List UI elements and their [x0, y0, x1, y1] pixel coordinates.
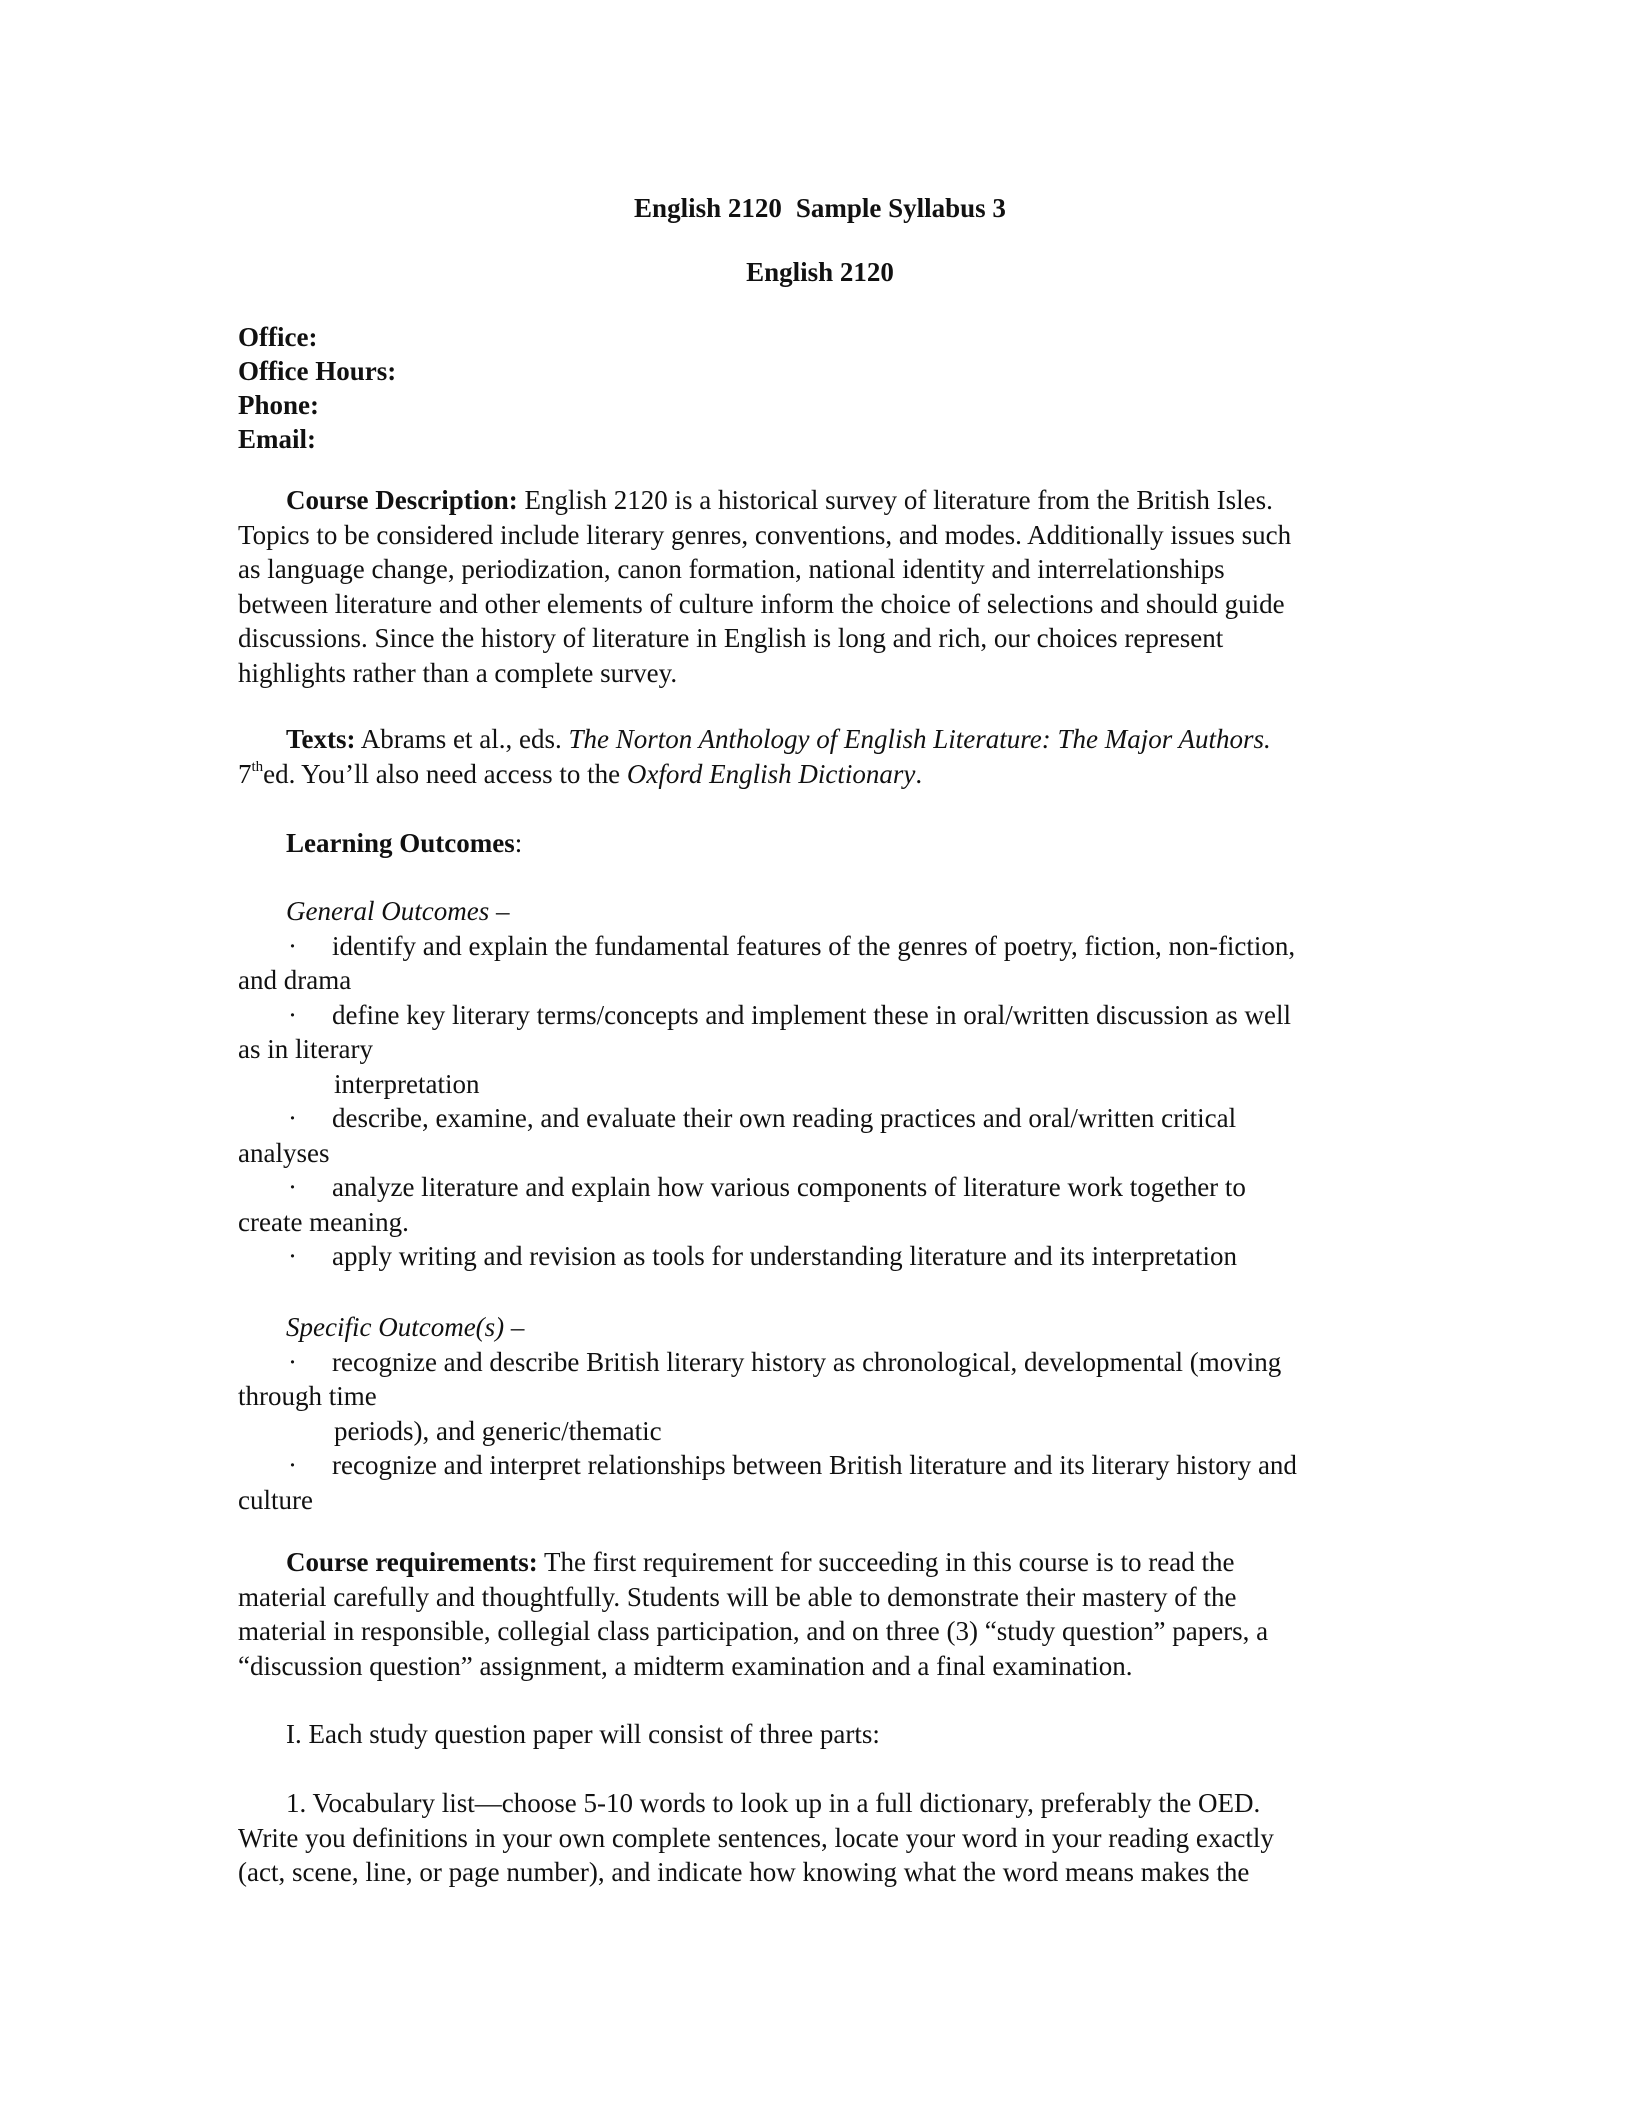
syllabus-label: Sample Syllabus 3	[795, 193, 1006, 223]
list-item: · recognize and describe British literary history as chronological, developmental (moving	[238, 1345, 1398, 1380]
list-item: · apply writing and revision as tools for understanding literature and its interpretation	[238, 1239, 1398, 1274]
texts-section: Texts: Abrams et al., eds. The Norton Anthology of English Literature: The Major Authors. 7thed. You’ll also need access to the Oxford English Dictionary.	[238, 724, 1271, 789]
phone-label: Phone:	[238, 390, 319, 420]
list-item: · analyze literature and explain how various components of literature work together to	[238, 1170, 1398, 1205]
course-description-label: Course Description:	[286, 485, 518, 515]
contact-block	[238, 320, 396, 456]
office-label: Office:	[238, 322, 318, 352]
study-paper-intro: I. Each study question paper will consist of three parts:	[286, 1719, 880, 1749]
bullet-icon: ·	[288, 999, 297, 1030]
course-description-line: as language change, periodization, canon formation, national identity and interrelationships	[238, 554, 1225, 584]
course-description-line: discussions. Since the history of literature in English is long and rich, our choices represent	[238, 623, 1224, 653]
document-subtitle: English 2120	[746, 257, 894, 287]
course-requirements: Course requirements: The first requirement for succeeding in this course is to read the material carefully and thoughtfully. Students will be able to demonstrate their mastery of the material in responsible, collegial class participation, and on three (3) “study question” papers, a “discussion question” assignment, a midterm examination and a final examination.	[238, 1547, 1269, 1681]
document-title	[0, 191, 1640, 226]
bullet-icon: ·	[288, 1450, 297, 1480]
list-item: · describe, examine, and evaluate their own reading practices and oral/written critical	[238, 1101, 1398, 1136]
course-description-line: Topics to be considered include literary genres, conventions, and modes. Additionally issues such	[238, 519, 1292, 550]
general-outcomes-label: General Outcomes –	[286, 896, 510, 926]
dictionary-title: Oxford English Dictionary	[626, 758, 916, 789]
texts-label: Texts:	[286, 724, 356, 754]
bullet-icon: ·	[288, 1346, 297, 1377]
anthology-title: The Norton Anthology of English Literature: The Major Authors.	[568, 724, 1271, 754]
bullet-icon: ·	[288, 1172, 297, 1202]
learning-outcomes: Learning Outcomes:	[286, 828, 523, 858]
office-hours-label: Office Hours:	[238, 356, 397, 386]
list-item: · recognize and interpret relationships between British literature and its literary history and	[238, 1448, 1398, 1483]
bullet-icon: ·	[288, 1241, 297, 1271]
general-outcomes: General Outcomes – · identify and explain the fundamental features of the genres of poetry, fiction, non-fiction, and drama · define key literary terms/concepts and implement these in oral/written discussion as well as in literary interpretation · describe, examine, and evaluate their own reading practices and oral/written critical analyses · analyze literature and explain how various components of literature work together to create meaning. · apply writing and revision as tools for understanding literature and its interpretation	[238, 894, 1398, 1274]
specific-outcomes: Specific Outcome(s) – · recognize and describe British literary history as chronological, developmental (moving through time periods), and generic/thematic · recognize and interpret relationships between British literature and its literary history and culture	[238, 1310, 1398, 1517]
email-label: Email:	[238, 424, 316, 454]
learning-outcomes-label: Learning Outcomes	[286, 828, 515, 858]
course-requirements-label: Course requirements:	[286, 1547, 538, 1577]
vocabulary-list-item: 1. Vocabulary list—choose 5-10 words to look up in a full dictionary, preferably the OED. Write you definitions in your own complete sentences, locate your word in your reading exactly (act, scene, line, or page number), and indicate how knowing what the word means makes the	[238, 1788, 1274, 1887]
course-description-line: highlights rather than a complete survey.	[238, 657, 678, 688]
specific-outcomes-label: Specific Outcome(s) –	[286, 1312, 525, 1342]
list-item: · define key literary terms/concepts and implement these in oral/written discussion as well	[238, 998, 1398, 1033]
course-description-line: between literature and other elements of culture inform the choice of selections and should guide	[238, 588, 1285, 619]
list-item: · identify and explain the fundamental features of the genres of poetry, fiction, non-fiction,	[238, 929, 1398, 964]
course-number: English 2120	[634, 193, 782, 223]
course-description: Course Description: English 2120 is a historical survey of literature from the British Isles. Topics to be considered include literary genres, conventions, and modes. Additionally issues such as language change, periodization, canon formation, national identity and interrelationships between literature and other elements of culture inform the choice of selections and should guide discussions. Since the history of literature in English is long and rich, our choices represent highlights rather than a complete survey.	[238, 483, 1398, 690]
bullet-icon: ·	[288, 1103, 297, 1133]
bullet-icon: ·	[288, 930, 297, 961]
